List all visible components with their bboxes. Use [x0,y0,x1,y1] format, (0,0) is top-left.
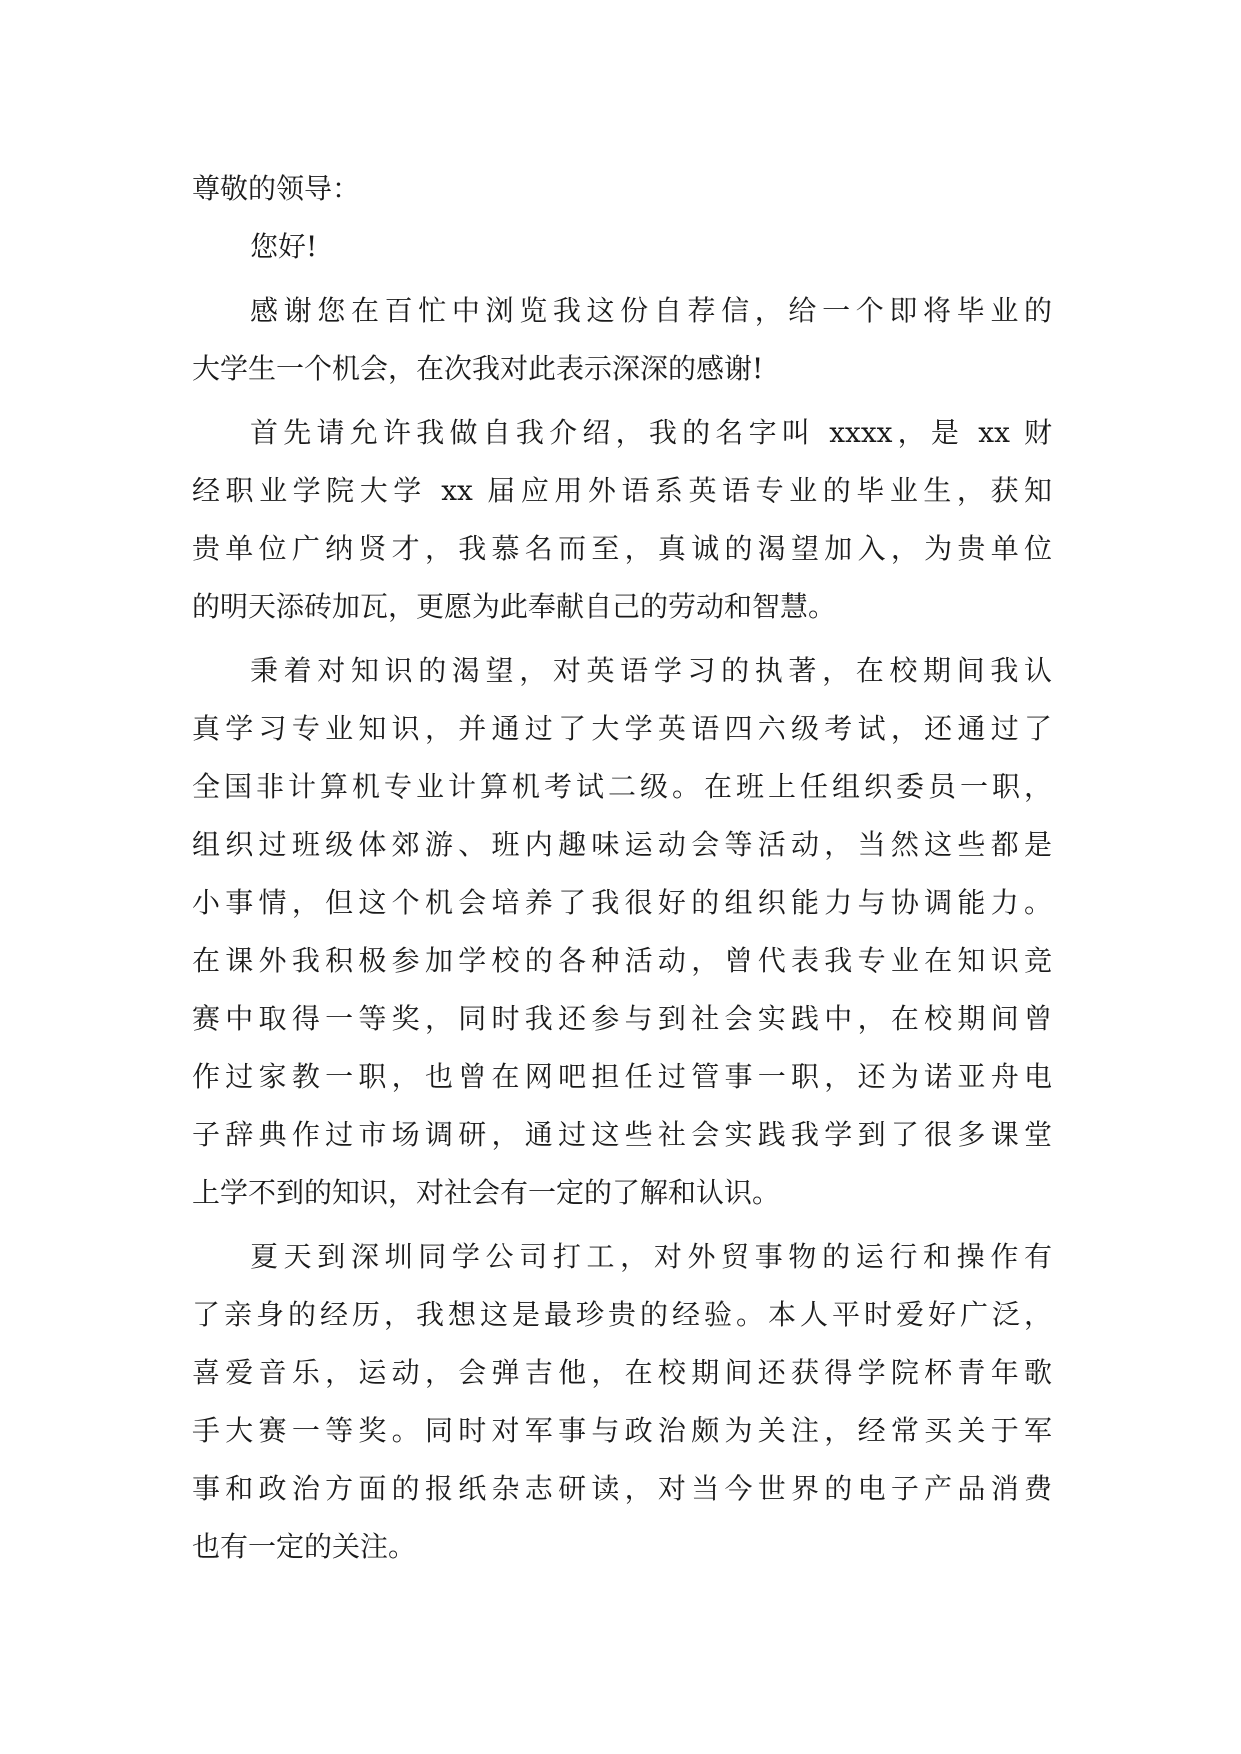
paragraph-line: 作过家教一职，也曾在网吧担任过管事一职，还为诺亚舟电 [192,1060,1052,1093]
paragraph-line: 夏天到深圳同学公司打工，对外贸事物的运行和操作有 [250,1240,1052,1273]
paragraph-line: 喜爱音乐，运动，会弹吉他，在校期间还获得学院杯青年歌 [192,1356,1052,1389]
paragraph-line: 了亲身的经历，我想这是最珍贵的经验。本人平时爱好广泛， [192,1298,1052,1331]
salutation: 尊敬的领导： [192,172,361,205]
paragraph-line: 首先请允许我做自我介绍，我的名字叫 xxxx，是 xx 财 [250,416,1052,449]
paragraph-line: 贵单位广纳贤才，我慕名而至，真诚的渴望加入，为贵单位 [192,532,1052,565]
paragraph-study-activities [192,642,1052,1222]
letter-body [192,160,1052,1576]
paragraph-line: 手大赛一等奖。同时对军事与政治颇为关注，经常买关于军 [192,1414,1052,1447]
paragraph-line: 真学习专业知识，并通过了大学英语四六级考试，还通过了 [192,712,1052,745]
paragraph-line: 赛中取得一等奖，同时我还参与到社会实践中，在校期间曾 [192,1002,1052,1035]
paragraph-line: 子辞典作过市场调研，通过这些社会实践我学到了很多课堂 [192,1118,1052,1151]
paragraph-line: 也有一定的关注。 [192,1530,417,1563]
paragraph-line: 感谢您在百忙中浏览我这份自荐信，给一个即将毕业的 [250,294,1052,327]
greeting: 您好! [250,230,318,263]
paragraph-line: 在课外我积极参加学校的各种活动，曾代表我专业在知识竞 [192,944,1052,977]
paragraph-experience-hobbies [192,1228,1052,1576]
paragraph-line: 事和政治方面的报纸杂志研读，对当今世界的电子产品消费 [192,1472,1052,1505]
paragraph-line: 全国非计算机专业计算机考试二级。在班上任组织委员一职， [192,770,1052,803]
paragraph-thanks [192,282,1052,398]
paragraph-line: 组织过班级体郊游、班内趣味运动会等活动，当然这些都是 [192,828,1052,861]
paragraph-introduction [192,404,1052,636]
paragraph-line: 小事情，但这个机会培养了我很好的组织能力与协调能力。 [192,886,1052,919]
paragraph-line: 秉着对知识的渴望，对英语学习的执著，在校期间我认 [250,654,1052,687]
paragraph-line: 大学生一个机会，在次我对此表示深深的感谢! [192,352,764,385]
paragraph-line: 上学不到的知识，对社会有一定的了解和认识。 [192,1176,781,1209]
paragraph-line: 经职业学院大学 xx 届应用外语系英语专业的毕业生，获知 [192,474,1052,507]
paragraph-line: 的明天添砖加瓦，更愿为此奉献自己的劳动和智慧。 [192,590,837,623]
